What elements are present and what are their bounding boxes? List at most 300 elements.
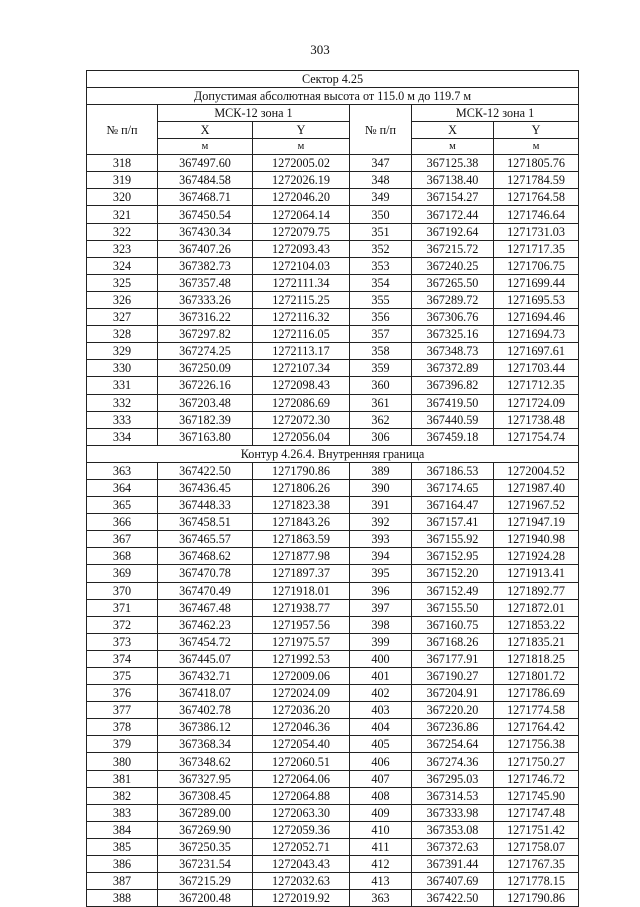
- y-coord-right: 1271913.41: [494, 565, 579, 582]
- x-coord-right: 367177.91: [412, 650, 494, 667]
- x-header-left: X: [158, 122, 253, 139]
- point-number-right: 390: [350, 479, 412, 496]
- y-coord-left: 1272064.88: [253, 787, 350, 804]
- page-number: 303: [310, 42, 330, 57]
- point-number-right: 405: [350, 736, 412, 753]
- y-coord-right: 1271697.61: [494, 343, 579, 360]
- y-coord-right: 1271790.86: [494, 890, 579, 907]
- x-coord-left: 367470.49: [158, 582, 253, 599]
- x-coord-right: 367164.47: [412, 497, 494, 514]
- table-row: [87, 223, 579, 240]
- y-coord-right: 1271754.74: [494, 428, 579, 445]
- x-coord-right: 367440.59: [412, 411, 494, 428]
- x-coord-right: 367306.76: [412, 309, 494, 326]
- table-row: [87, 599, 579, 616]
- y-coord-right: 1271695.53: [494, 291, 579, 308]
- x-header-right: X: [412, 122, 494, 139]
- table-row: [87, 428, 579, 445]
- y-coord-right: 1271703.44: [494, 360, 579, 377]
- x-coord-left: 367467.48: [158, 599, 253, 616]
- table-row: [87, 274, 579, 291]
- table-row: [87, 650, 579, 667]
- point-number-right: 413: [350, 873, 412, 890]
- table-row: [87, 719, 579, 736]
- point-number-right: 400: [350, 650, 412, 667]
- table-row: [87, 616, 579, 633]
- x-unit-left: м: [158, 139, 253, 155]
- x-coord-left: 367203.48: [158, 394, 253, 411]
- x-coord-right: 367240.25: [412, 257, 494, 274]
- header-row-2: [87, 122, 579, 139]
- point-number-right: 358: [350, 343, 412, 360]
- table-row: [87, 821, 579, 838]
- x-coord-right: 367333.98: [412, 804, 494, 821]
- table-row: [87, 360, 579, 377]
- y-coord-left: 1272098.43: [253, 377, 350, 394]
- point-number-right: 354: [350, 274, 412, 291]
- point-number-left: 326: [87, 291, 158, 308]
- y-coord-right: 1271764.58: [494, 189, 579, 206]
- x-coord-right: 367314.53: [412, 787, 494, 804]
- y-coord-left: 1272093.43: [253, 240, 350, 257]
- point-number-left: 384: [87, 821, 158, 838]
- point-number-right: 399: [350, 633, 412, 650]
- point-number-left: 379: [87, 736, 158, 753]
- table-row: [87, 155, 579, 172]
- point-number-right: 408: [350, 787, 412, 804]
- y-coord-left: 1272116.05: [253, 326, 350, 343]
- y-coord-right: 1271699.44: [494, 274, 579, 291]
- x-coord-left: 367297.82: [158, 326, 253, 343]
- point-number-right: 396: [350, 582, 412, 599]
- y-coord-right: 1271818.25: [494, 650, 579, 667]
- x-coord-left: 367436.45: [158, 479, 253, 496]
- table-row: [87, 291, 579, 308]
- y-coord-left: 1272060.51: [253, 753, 350, 770]
- x-coord-right: 367236.86: [412, 719, 494, 736]
- point-number-left: 325: [87, 274, 158, 291]
- x-coord-left: 367454.72: [158, 633, 253, 650]
- point-number-right: 357: [350, 326, 412, 343]
- y-coord-left: 1271992.53: [253, 650, 350, 667]
- y-coord-left: 1271938.77: [253, 599, 350, 616]
- y-unit-right: м: [494, 139, 579, 155]
- x-coord-right: 367396.82: [412, 377, 494, 394]
- point-number-left: 329: [87, 343, 158, 360]
- y-coord-right: 1271746.72: [494, 770, 579, 787]
- y-coord-right: 1271967.52: [494, 497, 579, 514]
- table-row: [87, 394, 579, 411]
- y-coord-left: 1271877.98: [253, 548, 350, 565]
- x-coord-left: 367308.45: [158, 787, 253, 804]
- sector-title: Сектор 4.25: [87, 71, 579, 88]
- y-coord-left: 1272046.20: [253, 189, 350, 206]
- table-row: [87, 565, 579, 582]
- y-coord-left: 1271790.86: [253, 462, 350, 479]
- point-number-right: 406: [350, 753, 412, 770]
- table-row: [87, 548, 579, 565]
- y-coord-left: 1272054.40: [253, 736, 350, 753]
- table-row: [87, 189, 579, 206]
- y-coord-right: 1271805.76: [494, 155, 579, 172]
- table-row: [87, 514, 579, 531]
- y-coord-right: 1271835.21: [494, 633, 579, 650]
- table-row: [87, 326, 579, 343]
- point-number-right: 401: [350, 668, 412, 685]
- x-coord-right: 367157.41: [412, 514, 494, 531]
- point-number-left: 387: [87, 873, 158, 890]
- x-coord-left: 367497.60: [158, 155, 253, 172]
- y-coord-right: 1271778.15: [494, 873, 579, 890]
- point-number-left: 324: [87, 257, 158, 274]
- point-number-left: 385: [87, 838, 158, 855]
- table-row: [87, 462, 579, 479]
- y-coord-left: 1272086.69: [253, 394, 350, 411]
- x-coord-right: 367125.38: [412, 155, 494, 172]
- x-coord-left: 367470.78: [158, 565, 253, 582]
- point-number-left: 363: [87, 462, 158, 479]
- y-coord-right: 1271717.35: [494, 240, 579, 257]
- point-number-right: 407: [350, 770, 412, 787]
- y-coord-left: 1272072.30: [253, 411, 350, 428]
- point-number-right: 361: [350, 394, 412, 411]
- x-coord-left: 367333.26: [158, 291, 253, 308]
- y-coord-right: 1271872.01: [494, 599, 579, 616]
- y-unit-left: м: [253, 139, 350, 155]
- x-coord-left: 367250.35: [158, 838, 253, 855]
- x-coord-right: 367138.40: [412, 172, 494, 189]
- point-number-left: 383: [87, 804, 158, 821]
- point-number-left: 374: [87, 650, 158, 667]
- x-coord-right: 367265.50: [412, 274, 494, 291]
- point-number-right: 392: [350, 514, 412, 531]
- x-coord-right: 367204.91: [412, 685, 494, 702]
- x-coord-left: 367226.16: [158, 377, 253, 394]
- point-number-left: 382: [87, 787, 158, 804]
- y-coord-right: 1271738.48: [494, 411, 579, 428]
- y-coord-left: 1272116.32: [253, 309, 350, 326]
- y-coord-left: 1272104.03: [253, 257, 350, 274]
- x-coord-right: 367422.50: [412, 890, 494, 907]
- point-number-right: 411: [350, 838, 412, 855]
- table-row: [87, 702, 579, 719]
- point-number-right: 348: [350, 172, 412, 189]
- y-coord-left: 1272026.19: [253, 172, 350, 189]
- x-coord-left: 367269.90: [158, 821, 253, 838]
- num-col-header-right: № п/п: [350, 105, 412, 155]
- point-number-right: 395: [350, 565, 412, 582]
- x-coord-left: 367418.07: [158, 685, 253, 702]
- x-coord-left: 367327.95: [158, 770, 253, 787]
- point-number-left: 370: [87, 582, 158, 599]
- altitude-row: [87, 88, 579, 105]
- x-coord-right: 367155.92: [412, 531, 494, 548]
- y-coord-left: 1271957.56: [253, 616, 350, 633]
- table-row: [87, 479, 579, 496]
- y-coord-right: 1271801.72: [494, 668, 579, 685]
- y-coord-left: 1272009.06: [253, 668, 350, 685]
- y-header-right: Y: [494, 122, 579, 139]
- table-row: [87, 531, 579, 548]
- table-row: [87, 753, 579, 770]
- point-number-left: 365: [87, 497, 158, 514]
- point-number-right: 347: [350, 155, 412, 172]
- num-col-header-left: № п/п: [87, 105, 158, 155]
- x-coord-right: 367152.20: [412, 565, 494, 582]
- point-number-left: 332: [87, 394, 158, 411]
- y-coord-right: 1272004.52: [494, 462, 579, 479]
- sector-row: [87, 71, 579, 88]
- cs-header-right: МСК-12 зона 1: [412, 105, 579, 122]
- y-coord-right: 1271774.58: [494, 702, 579, 719]
- x-coord-left: 367215.29: [158, 873, 253, 890]
- x-coord-right: 367372.63: [412, 838, 494, 855]
- point-number-left: 388: [87, 890, 158, 907]
- x-coord-left: 367468.71: [158, 189, 253, 206]
- point-number-left: 378: [87, 719, 158, 736]
- table-row: [87, 668, 579, 685]
- point-number-left: 369: [87, 565, 158, 582]
- point-number-right: 412: [350, 856, 412, 873]
- x-coord-right: 367274.36: [412, 753, 494, 770]
- y-coord-right: 1271758.07: [494, 838, 579, 855]
- x-coord-left: 367200.48: [158, 890, 253, 907]
- y-coord-left: 1271975.57: [253, 633, 350, 650]
- point-number-left: 319: [87, 172, 158, 189]
- table-row: [87, 736, 579, 753]
- point-number-right: 389: [350, 462, 412, 479]
- table-row: [87, 206, 579, 223]
- point-number-right: 356: [350, 309, 412, 326]
- x-coord-right: 367190.27: [412, 668, 494, 685]
- header-row-units: [87, 139, 579, 155]
- point-number-right: 360: [350, 377, 412, 394]
- point-number-left: 375: [87, 668, 158, 685]
- x-coord-right: 367459.18: [412, 428, 494, 445]
- point-number-right: 355: [350, 291, 412, 308]
- table-row: [87, 497, 579, 514]
- table-row: [87, 856, 579, 873]
- point-number-left: 327: [87, 309, 158, 326]
- x-coord-right: 367254.64: [412, 736, 494, 753]
- point-number-left: 376: [87, 685, 158, 702]
- y-coord-right: 1271784.59: [494, 172, 579, 189]
- y-coord-right: 1271940.98: [494, 531, 579, 548]
- contour-row: [87, 445, 579, 462]
- point-number-left: 386: [87, 856, 158, 873]
- point-number-right: 352: [350, 240, 412, 257]
- y-coord-right: 1271751.42: [494, 821, 579, 838]
- point-number-left: 323: [87, 240, 158, 257]
- x-coord-right: 367172.44: [412, 206, 494, 223]
- y-coord-right: 1271750.27: [494, 753, 579, 770]
- table-row: [87, 411, 579, 428]
- y-coord-right: 1271924.28: [494, 548, 579, 565]
- y-coord-left: 1272032.63: [253, 873, 350, 890]
- y-coord-left: 1271843.26: [253, 514, 350, 531]
- table-row: [87, 377, 579, 394]
- table-row: [87, 257, 579, 274]
- x-coord-right: 367186.53: [412, 462, 494, 479]
- table-row: [87, 582, 579, 599]
- x-coord-right: 367160.75: [412, 616, 494, 633]
- point-number-left: 377: [87, 702, 158, 719]
- x-coord-left: 367430.34: [158, 223, 253, 240]
- x-coord-right: 367168.26: [412, 633, 494, 650]
- x-coord-left: 367289.00: [158, 804, 253, 821]
- point-number-right: 397: [350, 599, 412, 616]
- x-coord-left: 367357.48: [158, 274, 253, 291]
- point-number-left: 322: [87, 223, 158, 240]
- point-number-left: 333: [87, 411, 158, 428]
- table-row: [87, 873, 579, 890]
- x-coord-right: 367155.50: [412, 599, 494, 616]
- point-number-right: 362: [350, 411, 412, 428]
- y-coord-left: 1272064.14: [253, 206, 350, 223]
- point-number-right: 393: [350, 531, 412, 548]
- x-coord-right: 367154.27: [412, 189, 494, 206]
- point-number-left: 364: [87, 479, 158, 496]
- y-coord-right: 1271987.40: [494, 479, 579, 496]
- x-coord-right: 367289.72: [412, 291, 494, 308]
- y-coord-left: 1272107.34: [253, 360, 350, 377]
- x-coord-right: 367419.50: [412, 394, 494, 411]
- y-coord-right: 1271724.09: [494, 394, 579, 411]
- x-coord-right: 367192.64: [412, 223, 494, 240]
- point-number-right: 391: [350, 497, 412, 514]
- x-coord-left: 367274.25: [158, 343, 253, 360]
- point-number-left: 320: [87, 189, 158, 206]
- point-number-left: 331: [87, 377, 158, 394]
- x-coord-left: 367465.57: [158, 531, 253, 548]
- point-number-right: 363: [350, 890, 412, 907]
- x-coord-left: 367402.78: [158, 702, 253, 719]
- y-coord-left: 1272113.17: [253, 343, 350, 360]
- table-row: [87, 838, 579, 855]
- point-number-right: 353: [350, 257, 412, 274]
- point-number-right: 409: [350, 804, 412, 821]
- y-coord-right: 1271712.35: [494, 377, 579, 394]
- x-coord-right: 367152.95: [412, 548, 494, 565]
- y-coord-right: 1271731.03: [494, 223, 579, 240]
- x-coord-right: 367295.03: [412, 770, 494, 787]
- y-coord-right: 1271892.77: [494, 582, 579, 599]
- point-number-left: 366: [87, 514, 158, 531]
- point-number-right: 410: [350, 821, 412, 838]
- table-row: [87, 309, 579, 326]
- table-row: [87, 343, 579, 360]
- x-coord-left: 367448.33: [158, 497, 253, 514]
- x-coord-right: 367391.44: [412, 856, 494, 873]
- y-coord-left: 1272111.34: [253, 274, 350, 291]
- header-row-1: [87, 105, 579, 122]
- contour-title: Контур 4.26.4. Внутренняя граница: [87, 445, 579, 462]
- y-coord-right: 1271764.42: [494, 719, 579, 736]
- x-unit-right: м: [412, 139, 494, 155]
- table-row: [87, 172, 579, 189]
- y-coord-right: 1271746.64: [494, 206, 579, 223]
- table-row: [87, 685, 579, 702]
- y-header-left: Y: [253, 122, 350, 139]
- y-coord-right: 1271694.46: [494, 309, 579, 326]
- y-coord-right: 1271767.35: [494, 856, 579, 873]
- y-coord-left: 1272043.43: [253, 856, 350, 873]
- x-coord-left: 367231.54: [158, 856, 253, 873]
- y-coord-left: 1271823.38: [253, 497, 350, 514]
- x-coord-right: 367174.65: [412, 479, 494, 496]
- x-coord-right: 367152.49: [412, 582, 494, 599]
- point-number-left: 367: [87, 531, 158, 548]
- y-coord-left: 1271863.59: [253, 531, 350, 548]
- altitude-title: Допустимая абсолютная высота от 115.0 м до 119.7 м: [87, 88, 579, 105]
- table-row: [87, 770, 579, 787]
- point-number-right: 351: [350, 223, 412, 240]
- point-number-right: 350: [350, 206, 412, 223]
- x-coord-left: 367484.58: [158, 172, 253, 189]
- y-coord-right: 1271747.48: [494, 804, 579, 821]
- point-number-left: 381: [87, 770, 158, 787]
- x-coord-left: 367368.34: [158, 736, 253, 753]
- point-number-right: 306: [350, 428, 412, 445]
- y-coord-left: 1272024.09: [253, 685, 350, 702]
- point-number-right: 394: [350, 548, 412, 565]
- point-number-left: 372: [87, 616, 158, 633]
- y-coord-right: 1271745.90: [494, 787, 579, 804]
- x-coord-right: 367220.20: [412, 702, 494, 719]
- coordinates-table: [86, 70, 579, 907]
- y-coord-right: 1271756.38: [494, 736, 579, 753]
- point-number-right: 359: [350, 360, 412, 377]
- point-number-left: 380: [87, 753, 158, 770]
- y-coord-left: 1272056.04: [253, 428, 350, 445]
- y-coord-right: 1271786.69: [494, 685, 579, 702]
- x-coord-left: 367163.80: [158, 428, 253, 445]
- x-coord-right: 367348.73: [412, 343, 494, 360]
- x-coord-right: 367325.16: [412, 326, 494, 343]
- x-coord-right: 367353.08: [412, 821, 494, 838]
- x-coord-left: 367382.73: [158, 257, 253, 274]
- y-coord-left: 1272036.20: [253, 702, 350, 719]
- y-coord-right: 1271706.75: [494, 257, 579, 274]
- table-row: [87, 890, 579, 907]
- y-coord-left: 1272079.75: [253, 223, 350, 240]
- table-row: [87, 787, 579, 804]
- x-coord-left: 367250.09: [158, 360, 253, 377]
- y-coord-left: 1272064.06: [253, 770, 350, 787]
- x-coord-left: 367348.62: [158, 753, 253, 770]
- x-coord-left: 367422.50: [158, 462, 253, 479]
- y-coord-right: 1271853.22: [494, 616, 579, 633]
- x-coord-left: 367450.54: [158, 206, 253, 223]
- y-coord-left: 1272063.30: [253, 804, 350, 821]
- x-coord-right: 367372.89: [412, 360, 494, 377]
- point-number-right: 402: [350, 685, 412, 702]
- x-coord-left: 367386.12: [158, 719, 253, 736]
- table-row: [87, 240, 579, 257]
- y-coord-left: 1272005.02: [253, 155, 350, 172]
- y-coord-left: 1272059.36: [253, 821, 350, 838]
- point-number-right: 349: [350, 189, 412, 206]
- y-coord-left: 1271897.37: [253, 565, 350, 582]
- point-number-right: 398: [350, 616, 412, 633]
- table-row: [87, 633, 579, 650]
- y-coord-left: 1272019.92: [253, 890, 350, 907]
- coordinates-table-body: [87, 71, 579, 907]
- x-coord-left: 367182.39: [158, 411, 253, 428]
- point-number-right: 403: [350, 702, 412, 719]
- y-coord-left: 1272115.25: [253, 291, 350, 308]
- x-coord-left: 367468.62: [158, 548, 253, 565]
